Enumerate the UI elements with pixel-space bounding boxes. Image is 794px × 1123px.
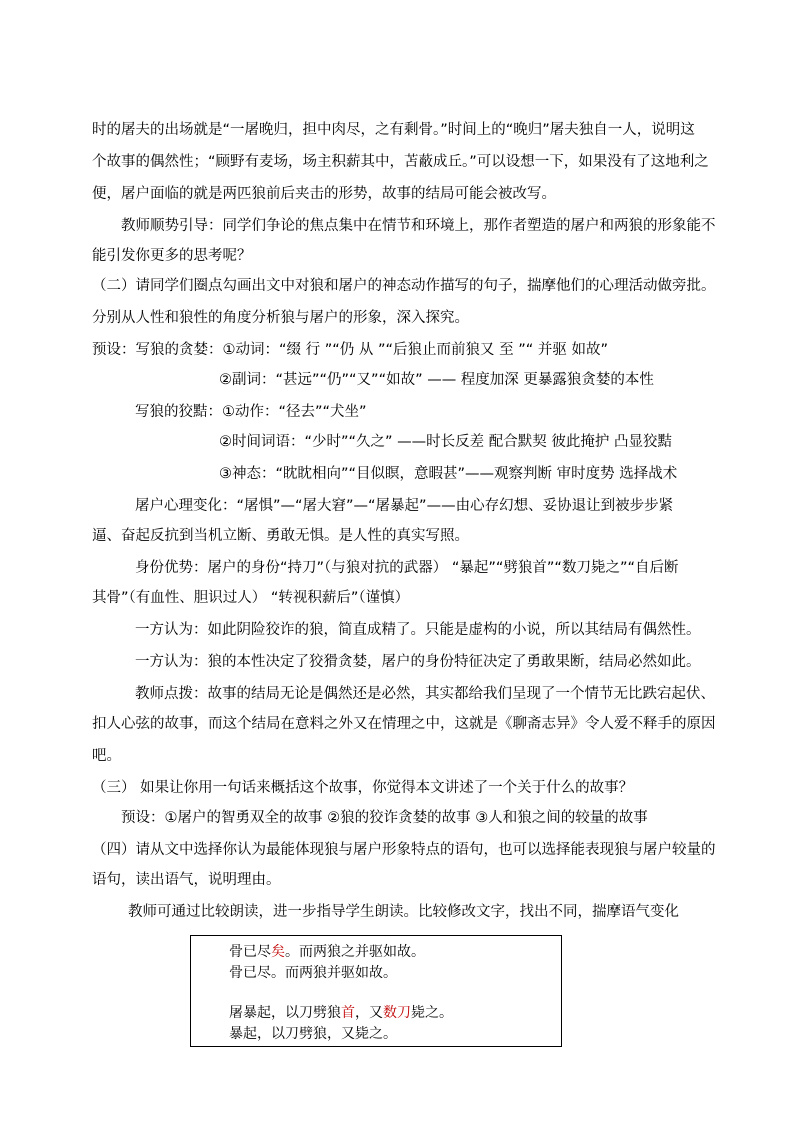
section-heading: （三） 如果让你用一句话来概括这个故事，你觉得本文讲述了一个关于什么的故事？	[92, 780, 634, 796]
text-line: 身份优势：屠户的身份“持刀”（与狼对抗的武器） “暴起”“劈狼首”“数刀毙之”“自后断	[135, 560, 679, 576]
text-line: ②时间词语：“少时”“久之” ——时长反差 配合默契 彼此掩护 凸显狡黠	[219, 434, 672, 450]
text-line: 逼、奋起反抗到当机立断、勇敢无惧。是人性的真实写照。	[92, 528, 469, 544]
text-line: 教师顺势引导：同学们争论的焦点集中在情节和环境上，那作者塑造的屠户和两狼的形象能不	[121, 218, 716, 234]
text-line: 吧。	[92, 748, 121, 764]
comparison-text: 。而两狼之并驱如故。	[285, 944, 425, 960]
text-line: 语句，读出语气，说明理由。	[92, 872, 281, 888]
comparison-line	[229, 943, 425, 961]
comparison-text: 骨已尽	[229, 944, 271, 960]
text-line: ②副词：“甚远”“仍”“又”“如故” —— 程度加深 更暴露狼贪婪的本性	[219, 372, 654, 388]
text-line: 分别从人性和狼性的角度分析狼与屠户的形象，深入探究。	[92, 310, 469, 326]
comparison-text: 毙之。	[411, 1005, 453, 1021]
text-line: 时的屠夫的出场就是“一屠晚归，担中肉尽，之有剩骨。”时间上的“晚归”屠夫独自一人，说明这	[92, 122, 695, 138]
text-line: 一方认为：狼的本性决定了狡猾贪婪，屠户的身份特征决定了勇敢果断，结局必然如此。	[135, 654, 701, 670]
comparison-text: ，又	[355, 1005, 383, 1021]
text-line: 扣人心弦的故事，而这个结局在意料之外又在情理之中，这就是《聊斋志异》令人爱不释手的原因	[92, 716, 716, 732]
text-line: ③神态：“眈眈相向”“目似瞑，意暇甚”——观察判断 审时度势 选择战术	[219, 466, 678, 482]
section-heading: （四）请从文中选择你认为最能体现狼与屠户形象特点的语句，也可以选择能表现狼与屠户较量的	[92, 842, 716, 858]
section-heading: （二）请同学们圈点勾画出文中对狼和屠户的神态动作描写的句子，揣摩他们的心理活动做旁批。	[92, 278, 716, 294]
text-line: 其骨”（有血性、胆识过人） “转视积薪后”（谨慎）	[92, 590, 410, 606]
text-line: 便，屠户面临的就是两匹狼前后夹击的形势，故事的结局可能会被改写。	[92, 186, 556, 202]
comparison-line	[229, 1004, 453, 1022]
highlighted-word: 矣	[271, 944, 285, 960]
text-line: 预设：①屠户的智勇双全的故事 ②狼的狡诈贪婪的故事 ③人和狼之间的较量的故事	[121, 810, 648, 826]
text-line: 教师点拨：故事的结局无论是偶然还是必然，其实都给我们呈现了一个情节无比跌宕起伏、	[135, 686, 715, 702]
text-line: 预设：写狼的贪婪：①动词：“缀 行 ”“仍 从 ”“后狼止而前狼又 至 ”“ 并驱 如故”	[92, 342, 608, 358]
comparison-line: 暴起，以刀劈狼，又毙之。	[229, 1026, 397, 1042]
text-line: 能引发你更多的思考呢？	[92, 248, 252, 264]
comparison-box	[190, 935, 562, 1047]
text-line: 写狼的狡黠：①动作：“径去”“犬坐”	[135, 404, 367, 420]
highlighted-word: 数刀	[383, 1005, 411, 1021]
text-line: 一方认为：如此阴险狡诈的狼，简直成精了。只能是虚构的小说，所以其结局有偶然性。	[135, 622, 701, 638]
comparison-text: 屠暴起，以刀劈狼	[229, 1005, 341, 1021]
text-line: 教师可通过比较朗读，进一步指导学生朗读。比较修改文字，找出不同，揣摩语气变化	[128, 904, 679, 920]
highlighted-word: 首	[341, 1005, 355, 1021]
text-line: 屠户心理变化：“屠惧”—“屠大窘”—“屠暴起”——由心存幻想、妥协退让到被步步紧	[135, 498, 674, 514]
text-line: 个故事的偶然性；“顾野有麦场，场主积薪其中，苫蔽成丘。”可以设想一下，如果没有了这地利之	[92, 154, 709, 170]
comparison-line: 骨已尽。而两狼并驱如故。	[229, 965, 397, 981]
